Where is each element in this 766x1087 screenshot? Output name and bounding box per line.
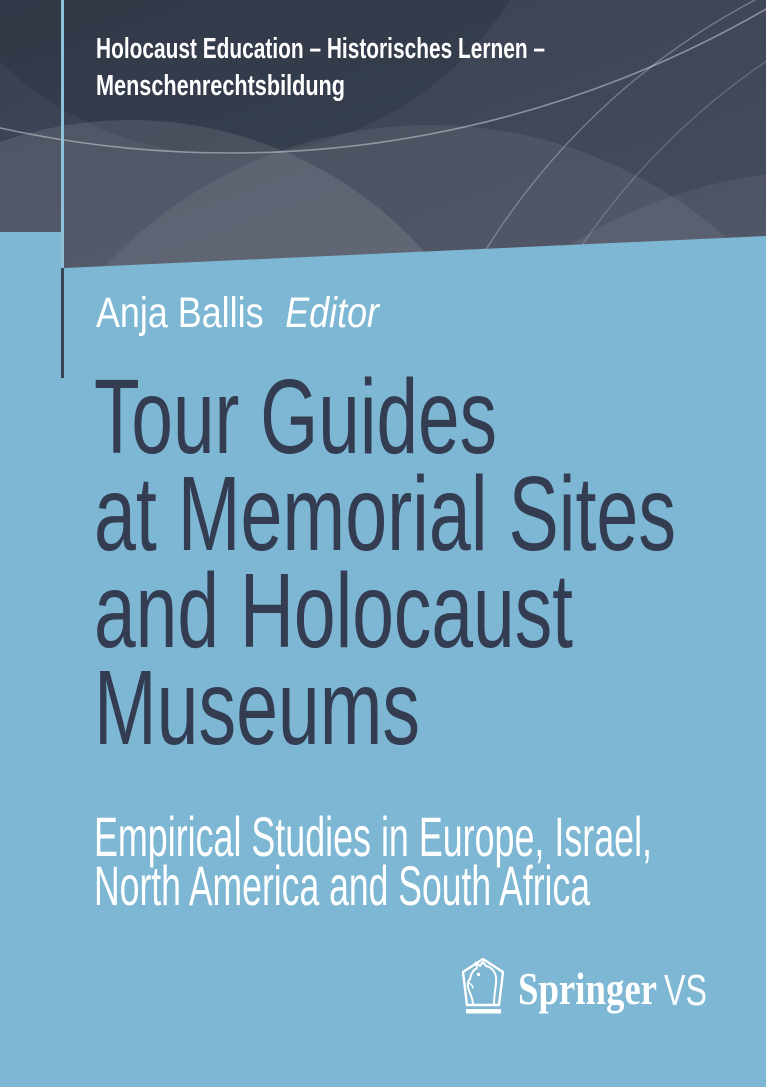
book-title-line1: Tour Guides [94, 358, 497, 476]
vertical-accent-line-lower [61, 268, 64, 378]
book-subtitle [94, 805, 766, 917]
series-title-line2: Menschenrechtsbildung [96, 70, 345, 102]
springer-knight-icon [462, 958, 504, 1014]
book-title [94, 358, 766, 767]
book-title-line2: at Memorial Sites [94, 455, 676, 573]
author-line [96, 289, 435, 337]
vertical-accent-line [61, 0, 64, 268]
book-title-line3: and Holocaust [94, 552, 573, 670]
series-title [96, 31, 720, 105]
author-name: Anja Ballis [96, 289, 264, 337]
book-subtitle-line2: North America and South Africa [94, 854, 590, 917]
book-subtitle-line1: Empirical Studies in Europe, Israel, [94, 805, 652, 868]
publisher-suffix: VS [664, 966, 707, 1015]
book-title-line4: Museums [94, 649, 420, 767]
publisher-name: Springer [518, 963, 657, 1014]
editor-role: Editor [285, 289, 379, 337]
series-title-line1: Holocaust Education – Historisches Lernen – [96, 33, 545, 65]
